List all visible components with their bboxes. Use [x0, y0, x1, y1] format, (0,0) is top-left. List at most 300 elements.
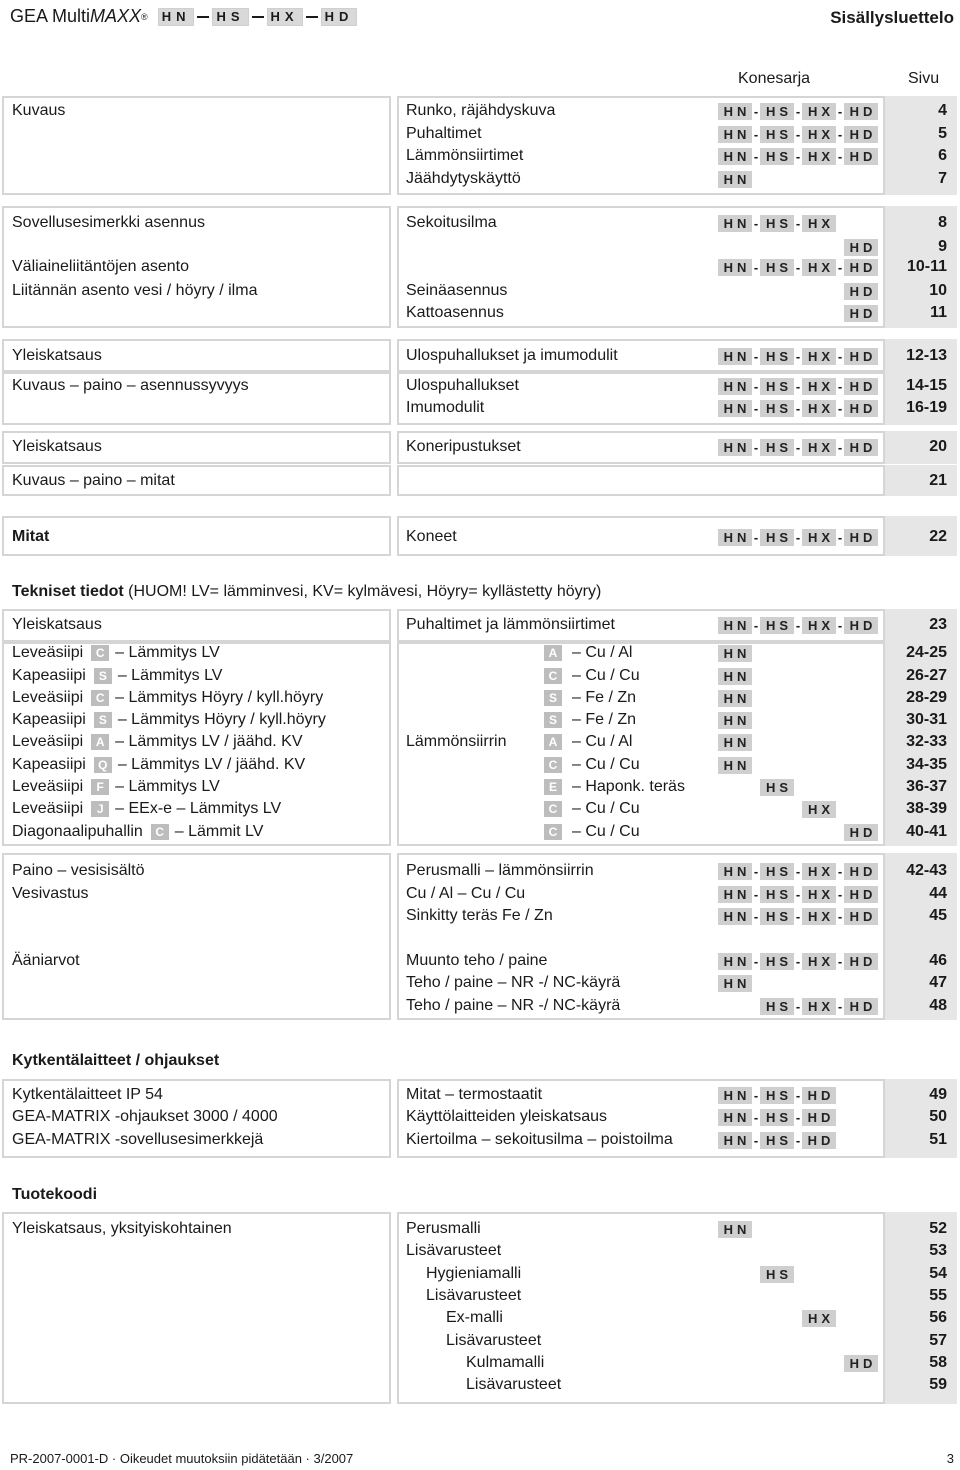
separator: - — [753, 148, 759, 164]
separator: - — [837, 998, 843, 1014]
section-note: (HUOM! LV= lämminvesi, KV= kylmävesi, Höyry= kyllästetty höyry) — [123, 583, 602, 600]
row-left-desc: – Lämmitys LV / jäähd. KV — [117, 756, 306, 773]
series-badge-hs: HS — [760, 400, 794, 417]
series-badge-hn: HN — [718, 529, 752, 546]
series-badge-hx: HX — [802, 953, 836, 970]
series-chain — [760, 778, 794, 796]
separator: - — [795, 529, 801, 545]
page-number: 47 — [929, 974, 947, 991]
series-badge-hs: HS — [760, 103, 794, 120]
row-middle-label: Teho / paine – NR -/ NC-käyrä — [406, 997, 621, 1014]
series-badge: HD — [321, 8, 358, 26]
page-number: 55 — [929, 1287, 947, 1304]
row-left-label: Kuvaus — [12, 102, 66, 119]
page-number: 9 — [938, 238, 947, 255]
separator: - — [837, 378, 843, 394]
separator: - — [795, 439, 801, 455]
series-chain — [718, 438, 878, 456]
header-series-badges — [156, 8, 360, 26]
separator: - — [753, 886, 759, 902]
series-chain — [718, 862, 878, 880]
column-header-sivu: Sivu — [908, 70, 940, 87]
series-chain — [760, 997, 878, 1015]
series-badge-hs: HS — [760, 439, 794, 456]
separator: - — [795, 400, 801, 416]
page-number: 40-41 — [906, 823, 947, 840]
code-badge: E — [544, 779, 562, 795]
series-badge-hx: HX — [802, 886, 836, 903]
row-left-label — [12, 821, 263, 843]
separator: - — [753, 908, 759, 924]
row-middle-label: Cu / Al – Cu / Cu — [406, 885, 526, 902]
row-left-label: Väliaineliitäntöjen asento — [12, 258, 190, 275]
separator: - — [795, 103, 801, 119]
separator: - — [753, 215, 759, 231]
row-left-label — [12, 776, 220, 798]
row-material — [544, 731, 632, 753]
material-text: – Cu / Al — [572, 733, 633, 750]
series-chain — [718, 399, 878, 417]
brand-registered: ® — [141, 11, 148, 22]
series-chain — [718, 974, 752, 992]
row-left-label — [12, 731, 303, 753]
separator: - — [795, 259, 801, 275]
series-badge-hn: HN — [718, 259, 752, 276]
row-left-label — [12, 709, 326, 731]
row-left-label: Yleiskatsaus, yksityiskohtainen — [12, 1220, 232, 1237]
series-badge-hn: HN — [718, 645, 752, 662]
page-number: 26-27 — [906, 667, 947, 684]
separator: - — [837, 400, 843, 416]
series-badge-hs: HS — [760, 1132, 794, 1149]
separator: - — [837, 439, 843, 455]
page-number: 52 — [929, 1220, 947, 1237]
row-middle-label: Kattoasennus — [406, 304, 504, 321]
material-text: – Fe / Zn — [572, 711, 637, 728]
series-chain — [718, 528, 878, 546]
row-left-label-text: Leveäsiipi — [12, 689, 84, 706]
row-left-label — [12, 754, 305, 776]
material-text: – Fe / Zn — [572, 689, 637, 706]
separator: - — [795, 1132, 801, 1148]
row-left-label-text: Leveäsiipi — [12, 778, 84, 795]
row-middle-label: Imumodulit — [406, 399, 485, 416]
series-badge-hs: HS — [760, 1087, 794, 1104]
separator: - — [753, 617, 759, 633]
row-left-label: Yleiskatsaus — [12, 438, 102, 455]
footer-page-number: 3 — [946, 1451, 954, 1466]
material-text: – Cu / Cu — [572, 756, 640, 773]
page-number: 46 — [929, 952, 947, 969]
series-badge-hn: HN — [718, 668, 752, 685]
page-number: 49 — [929, 1086, 947, 1103]
material-text: – Cu / Cu — [572, 823, 640, 840]
row-left-label: Ääniarvot — [12, 952, 80, 969]
series-chain — [844, 1354, 878, 1372]
code-badge: A — [544, 645, 562, 661]
series-chain — [718, 644, 752, 662]
series-chain — [718, 377, 878, 395]
row-left-label — [12, 642, 220, 664]
series-chain — [718, 125, 878, 143]
page-number: 48 — [929, 997, 947, 1014]
separator: - — [837, 148, 843, 164]
footer-text: PR-2007-0001-D · Oikeudet muutoksiin pidätetään · 3/2007 — [10, 1451, 354, 1466]
row-material — [544, 754, 640, 776]
series-badge-hd: HD — [844, 439, 878, 456]
series-badge-hs: HS — [760, 378, 794, 395]
separator: - — [837, 908, 843, 924]
separator: - — [795, 617, 801, 633]
material-text: – Cu / Cu — [572, 800, 640, 817]
row-material — [544, 709, 636, 731]
series-badge: HS — [212, 8, 248, 26]
row-middle-label: Runko, räjähdyskuva — [406, 102, 556, 119]
series-chain — [718, 170, 752, 188]
page-number: 44 — [929, 885, 947, 902]
material-text: – Haponk. teräs — [572, 778, 685, 795]
row-left-label: GEA-MATRIX -ohjaukset 3000 / 4000 — [12, 1108, 278, 1125]
page-number: 59 — [929, 1376, 947, 1393]
series-badge-hs: HS — [760, 215, 794, 232]
row-middle-label: Ulospuhallukset ja imumodulit — [406, 347, 618, 364]
row-left-label: Paino – vesisisältö — [12, 862, 145, 879]
page-number: 42-43 — [906, 862, 947, 879]
page-number: 51 — [929, 1131, 947, 1148]
series-badge-hx: HX — [802, 126, 836, 143]
series-badge-hd: HD — [844, 259, 878, 276]
series-badge-hd: HD — [844, 617, 878, 634]
series-badge-hs: HS — [760, 259, 794, 276]
row-left-label-text: Leveäsiipi — [12, 800, 84, 817]
brand-prefix: GEA Multi — [10, 6, 91, 26]
row-left-desc: – EEx-e – Lämmitys LV — [115, 800, 282, 817]
series-chain — [718, 885, 878, 903]
series-badge-hn: HN — [718, 171, 752, 188]
series-chain — [718, 616, 878, 634]
material-text: – Cu / Al — [572, 644, 633, 661]
series-chain — [844, 282, 878, 300]
series-chain — [718, 1108, 836, 1126]
series-badge-hn: HN — [718, 712, 752, 729]
row-middle-label: Koneripustukset — [406, 438, 521, 455]
series-badge-hd: HD — [844, 953, 878, 970]
separator: - — [753, 103, 759, 119]
separator: - — [753, 126, 759, 142]
code-badge: A — [91, 734, 109, 750]
series-badge-hn: HN — [718, 953, 752, 970]
series-chain — [718, 756, 752, 774]
series-badge-hd: HD — [844, 908, 878, 925]
page-number: 57 — [929, 1332, 947, 1349]
series-badge-hs: HS — [760, 886, 794, 903]
series-badge-hn: HN — [718, 439, 752, 456]
series-badge-hd: HD — [844, 824, 878, 841]
series-badge-hn: HN — [718, 908, 752, 925]
material-text: – Cu / Cu — [572, 667, 640, 684]
page-number: 14-15 — [906, 377, 947, 394]
row-left-label-text: Kapeasiipi — [12, 667, 86, 684]
series-badge-hx: HX — [802, 400, 836, 417]
row-left-label-text: Diagonaalipuhallin — [12, 823, 143, 840]
code-badge: J — [91, 801, 109, 817]
row-middle-label: Ulospuhallukset — [406, 377, 519, 394]
series-badge-hd: HD — [844, 126, 878, 143]
row-left-label-text: Leveäsiipi — [12, 644, 84, 661]
code-badge: C — [91, 690, 109, 706]
separator: - — [753, 348, 759, 364]
series-badge-hs: HS — [760, 908, 794, 925]
row-middle-label: Koneet — [406, 528, 457, 545]
row-middle-label: Lisävarusteet — [406, 1242, 502, 1259]
series-badge-hx: HX — [802, 908, 836, 925]
code-badge: S — [94, 668, 112, 684]
brand — [10, 6, 359, 27]
separator: - — [795, 886, 801, 902]
series-chain — [844, 823, 878, 841]
row-middle-label: Puhaltimet ja lämmönsiirtimet — [406, 616, 615, 633]
series-chain — [718, 1220, 752, 1238]
section-title: Tekniset tiedot — [12, 583, 124, 600]
row-left-label: GEA-MATRIX -sovellusesimerkkejä — [12, 1131, 264, 1148]
row-material — [544, 821, 640, 843]
series-badge-hn: HN — [718, 378, 752, 395]
page-number: 21 — [929, 472, 947, 489]
page-number: 8 — [938, 214, 947, 231]
series-chain — [718, 1086, 836, 1104]
series-badge-hn: HN — [718, 617, 752, 634]
separator: - — [795, 126, 801, 142]
separator: - — [753, 1132, 759, 1148]
separator: - — [837, 617, 843, 633]
series-badge-hd: HD — [844, 400, 878, 417]
separator: - — [753, 378, 759, 394]
series-badge-hn: HN — [718, 863, 752, 880]
series-badge-hd: HD — [844, 305, 878, 322]
series-chain — [718, 733, 752, 751]
series-badge-hs: HS — [760, 1266, 794, 1283]
code-badge: S — [94, 712, 112, 728]
series-badge-hn: HN — [718, 1087, 752, 1104]
separator: - — [753, 953, 759, 969]
separator: - — [795, 953, 801, 969]
page-title: Sisällysluettelo — [830, 8, 954, 27]
row-left-label — [12, 665, 222, 687]
row-left-desc: – Lämmit LV — [174, 823, 264, 840]
row-left-label-text: Leveäsiipi — [12, 733, 84, 750]
row-middle-label: Perusmalli – lämmönsiirrin — [406, 862, 594, 879]
row-left-label: Yleiskatsaus — [12, 347, 102, 364]
series-badge-hs: HS — [760, 126, 794, 143]
series-badge-hd: HD — [844, 863, 878, 880]
page-number: 58 — [929, 1354, 947, 1371]
row-middle-label: Sekoitusilma — [406, 214, 497, 231]
row-left-label-text: Kapeasiipi — [12, 756, 86, 773]
row-left-label: Kytkentälaitteet IP 54 — [12, 1086, 163, 1103]
row-left-desc: – Lämmitys LV / jäähd. KV — [115, 733, 303, 750]
row-left-desc: – Lämmitys LV — [115, 644, 220, 661]
series-badge-hx: HX — [802, 378, 836, 395]
series-badge-hd: HD — [844, 283, 878, 300]
series-badge-hd: HD — [844, 378, 878, 395]
row-material — [544, 665, 640, 687]
separator: - — [753, 259, 759, 275]
row-left-desc: – Lämmitys LV — [117, 667, 223, 684]
row-middle-label: Seinäasennus — [406, 282, 508, 299]
separator: - — [753, 1109, 759, 1125]
separator: - — [795, 998, 801, 1014]
series-badge: HX — [267, 8, 303, 26]
row-left-label: Kuvaus – paino – asennussyvyys — [12, 377, 249, 394]
series-chain — [844, 238, 878, 256]
row-left-desc: – Lämmitys Höyry / kyll.höyry — [117, 711, 326, 728]
row-middle-label: Lämmönsiirrin — [406, 733, 507, 750]
series-badge-hs: HS — [760, 348, 794, 365]
series-badge-hd: HD — [844, 348, 878, 365]
series-badge-hn: HN — [718, 1109, 752, 1126]
separator: - — [837, 348, 843, 364]
separator: - — [795, 148, 801, 164]
series-chain — [844, 304, 878, 322]
separator: - — [753, 439, 759, 455]
series-chain — [718, 147, 878, 165]
row-middle-label: Lisävarusteet — [426, 1287, 522, 1304]
page-number: 30-31 — [906, 711, 947, 728]
series-chain — [718, 952, 878, 970]
code-badge: Q — [94, 757, 112, 773]
separator: - — [837, 126, 843, 142]
separator: - — [795, 378, 801, 394]
row-left-label: Vesivastus — [12, 885, 89, 902]
page-number: 50 — [929, 1108, 947, 1125]
series-badge-hn: HN — [718, 1221, 752, 1238]
section-tekniset-tiedot — [12, 583, 601, 601]
series-badge-hx: HX — [802, 617, 836, 634]
series-chain — [718, 347, 878, 365]
page-number: 23 — [929, 616, 947, 633]
separator: - — [753, 529, 759, 545]
series-badge-hd: HD — [844, 239, 878, 256]
series-badge-hd: HD — [844, 148, 878, 165]
section-kytkentalaitteet: Kytkentälaitteet / ohjaukset — [12, 1052, 220, 1069]
row-middle-label: Teho / paine – NR -/ NC-käyrä — [406, 974, 621, 991]
series-badge-hx: HX — [802, 439, 836, 456]
series-badge-hd: HD — [844, 998, 878, 1015]
series-badge-hd: HD — [844, 1355, 878, 1372]
separator: - — [753, 400, 759, 416]
series-chain — [718, 689, 752, 707]
row-left-desc: – Lämmitys LV — [115, 778, 220, 795]
row-middle-label: Ex-malli — [446, 1309, 503, 1326]
series-badge-hs: HS — [760, 617, 794, 634]
separator: - — [837, 529, 843, 545]
code-badge: C — [544, 757, 562, 773]
series-badge-hn: HN — [718, 103, 752, 120]
series-badge-hx: HX — [802, 215, 836, 232]
series-chain — [802, 800, 836, 818]
row-middle-label: Lämmönsiirtimet — [406, 147, 524, 164]
series-chain — [718, 214, 836, 232]
series-badge-hn: HN — [718, 1132, 752, 1149]
code-badge: F — [91, 779, 109, 795]
series-badge-hx: HX — [802, 998, 836, 1015]
separator: - — [837, 259, 843, 275]
series-badge-hn: HN — [718, 215, 752, 232]
row-middle-label: Puhaltimet — [406, 125, 482, 142]
row-middle-label: Hygieniamalli — [426, 1265, 522, 1282]
separator: - — [795, 1087, 801, 1103]
series-badge-hs: HS — [760, 529, 794, 546]
row-left-label: Mitat — [12, 528, 50, 545]
series-chain — [718, 258, 878, 276]
series-badge-hd: HD — [802, 1087, 836, 1104]
series-badge-hx: HX — [802, 801, 836, 818]
separator: - — [795, 348, 801, 364]
series-chain — [760, 1265, 794, 1283]
series-badge-hs: HS — [760, 1109, 794, 1126]
code-badge: C — [151, 824, 169, 840]
page-number: 20 — [929, 438, 947, 455]
row-middle-label: Kulmamalli — [466, 1354, 545, 1371]
code-badge: C — [91, 645, 109, 661]
series-badge-hx: HX — [802, 529, 836, 546]
page-number: 56 — [929, 1309, 947, 1326]
row-left-desc: – Lämmitys Höyry / kyll.höyry — [115, 689, 324, 706]
page-number: 22 — [929, 528, 947, 545]
row-left-label: Yleiskatsaus — [12, 616, 102, 633]
series-badge: HN — [158, 8, 195, 26]
row-left-label — [12, 798, 281, 820]
page-number: 34-35 — [906, 756, 947, 773]
series-badge-hs: HS — [760, 148, 794, 165]
page-number: 54 — [929, 1265, 947, 1282]
separator: - — [795, 215, 801, 231]
row-left-label: Liitännän asento vesi / höyry / ilma — [12, 282, 258, 299]
row-material — [544, 798, 640, 820]
series-badge-hn: HN — [718, 148, 752, 165]
code-badge: C — [544, 801, 562, 817]
row-left-label-text: Kapeasiipi — [12, 711, 86, 728]
row-middle-label: Perusmalli — [406, 1220, 481, 1237]
series-badge-hn: HN — [718, 975, 752, 992]
separator: - — [837, 953, 843, 969]
series-badge-hx: HX — [802, 863, 836, 880]
series-badge-hd: HD — [802, 1109, 836, 1126]
row-material — [544, 687, 636, 709]
separator: - — [753, 863, 759, 879]
page-number: 24-25 — [906, 644, 947, 661]
series-badge-hn: HN — [718, 734, 752, 751]
series-badge-hn: HN — [718, 348, 752, 365]
page-number: 4 — [938, 102, 947, 119]
series-badge-hx: HX — [802, 1310, 836, 1327]
page-number: 16-19 — [906, 399, 947, 416]
page-number: 45 — [929, 907, 947, 924]
brand-italic: MAXX — [90, 6, 142, 26]
series-badge-hd: HD — [844, 886, 878, 903]
row-material — [544, 776, 685, 798]
column-header-konesarja: Konesarja — [738, 70, 811, 87]
series-badge-hx: HX — [802, 103, 836, 120]
separator: - — [795, 1109, 801, 1125]
series-chain — [718, 102, 878, 120]
page-number: 7 — [938, 170, 947, 187]
series-badge-hx: HX — [802, 148, 836, 165]
series-chain — [718, 907, 878, 925]
series-chain — [718, 1131, 836, 1149]
series-chain — [802, 1309, 836, 1327]
separator: - — [837, 863, 843, 879]
